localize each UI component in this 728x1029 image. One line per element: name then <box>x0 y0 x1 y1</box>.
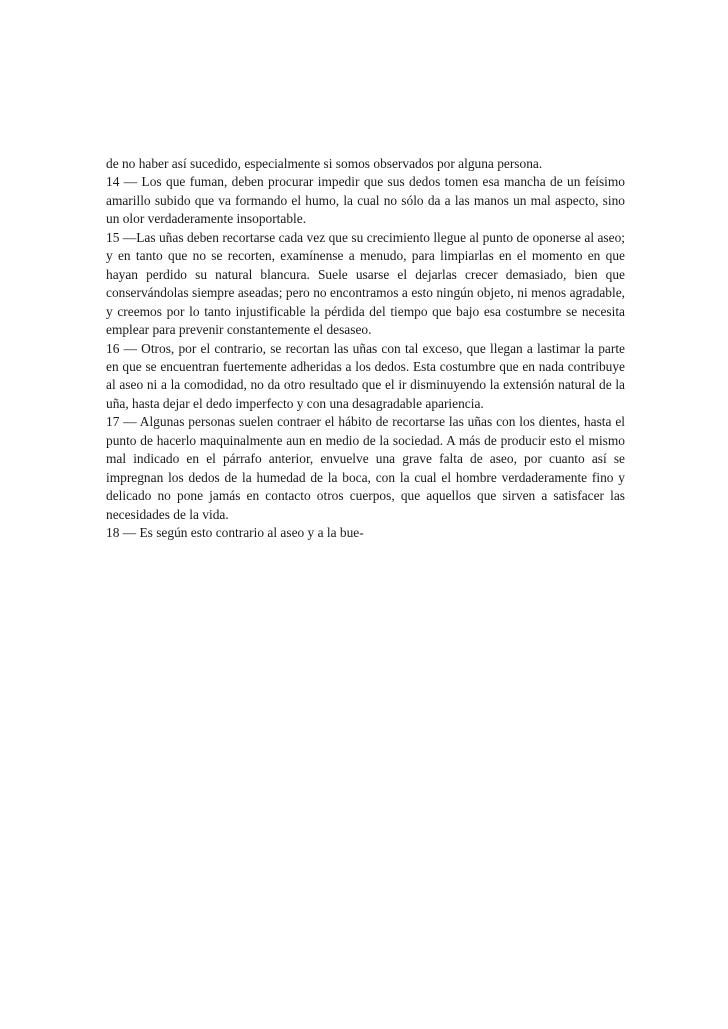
paragraph-16: 16 — Otros, por el contrario, se recortan las uñas con tal exceso, que llegan a lastimar la parte en que se encuentran fuertemente adheridas a los dedos. Esta costumbre que en nada contribuye al aseo ni a la comodidad, no da otro resultado que el ir disminuyendo la extensión natural de la uña, hasta dejar el dedo imperfecto y con una desagradable apariencia. <box>106 340 625 411</box>
paragraph-continuation: de no haber así sucedido, especialmente si somos observados por alguna persona. <box>106 156 543 171</box>
paragraph-14: 14 — Los que fuman, deben procurar impedir que sus dedos tomen esa mancha de un feísimo amarillo subido que va formando el humo, la cual no sólo da a las manos un mal aspecto, sino un olor verdaderamente insoportable. <box>106 174 625 227</box>
paragraph-17: 17 — Algunas personas suelen contraer el hábito de recortarse las uñas con los dientes, hasta el punto de hacerlo maquinalmente aun en medio de la sociedad. A más de producir esto el mismo mal indicado en el párrafo anterior, envuelve una grave falta de aseo, por cuanto así se impregnan los dedos de la humedad de la boca, con la cual el hombre verdaderamente fino y delicado no pone jamás en contacto otros cuerpos, que aquellos que sirven a satisfacer las necesidades de la vida. <box>106 414 625 522</box>
body-text <box>106 155 625 543</box>
paragraph-18: 18 — Es según esto contrario al aseo y a la bue- <box>106 525 364 541</box>
paragraph-15: 15 —Las uñas deben recortarse cada vez que su crecimiento llegue al punto de oponerse al aseo; y en tanto que no se recorten, examínense a menudo, para limpiarlas en el momento en que hayan perdido su natural blancura. Suele usarse el dejarlas crecer demasiado, bien que conservándolas siempre aseadas; pero no encontramos a esto ningún objeto, ni menos agradable, y creemos por lo tanto injustificable la pérdida del tiempo que bajo esa costumbre se necesita emplear para prevenir constantemente el desaseo. <box>106 229 625 338</box>
